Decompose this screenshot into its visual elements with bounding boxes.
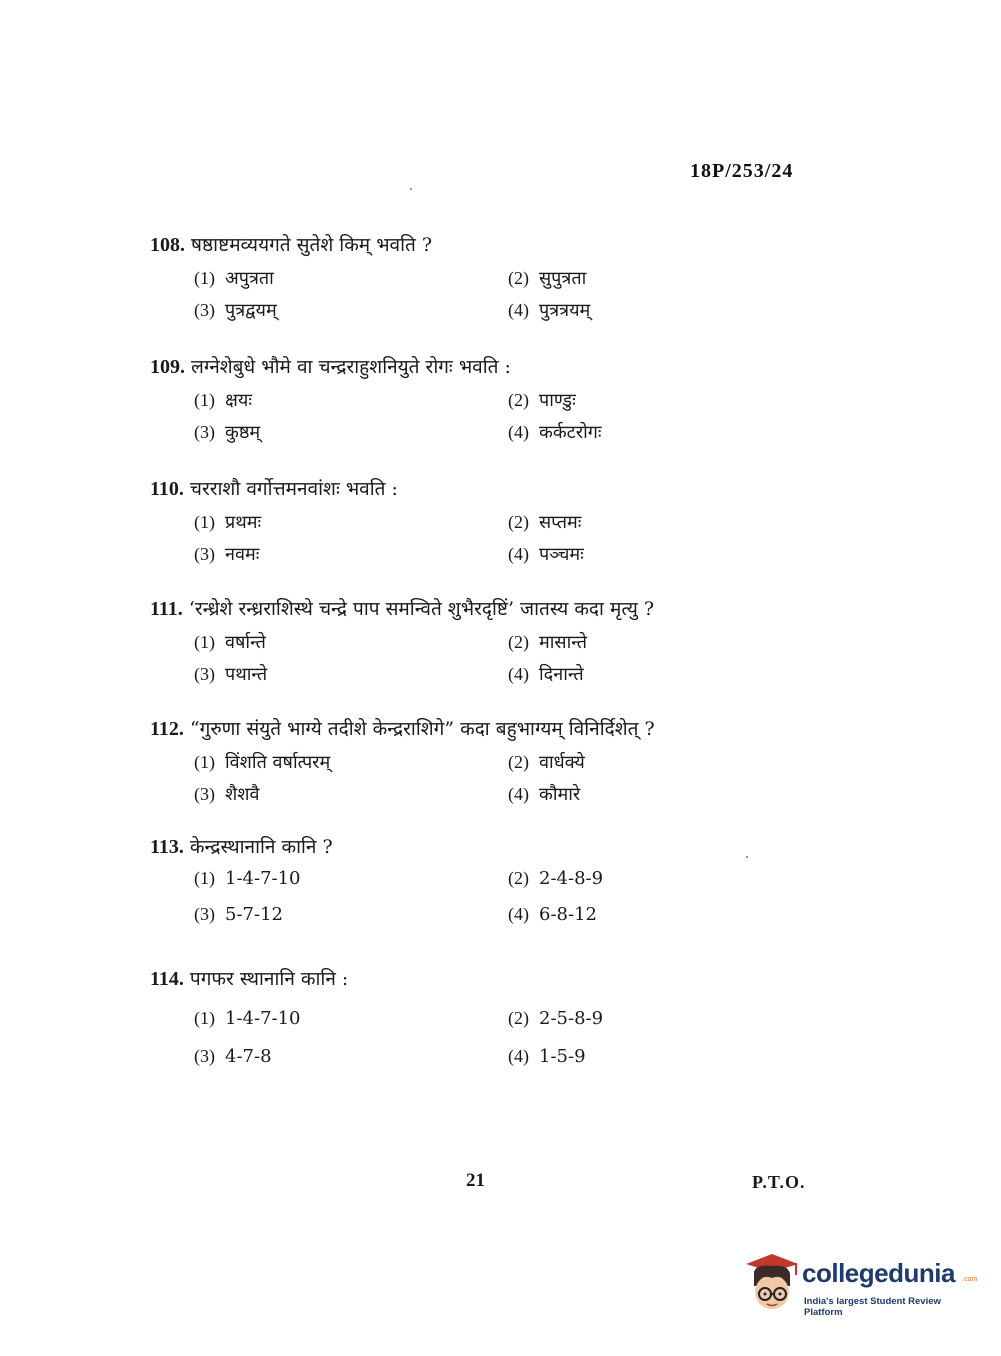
question-109: [150, 354, 800, 450]
question-number: 110.: [150, 478, 184, 500]
option-3: (3) पुत्रद्वयम्: [194, 300, 277, 321]
paper-code: 18P/253/24: [690, 160, 794, 182]
option-1: (1) 1-4-7-10: [194, 1008, 301, 1029]
option-3: (3) कुष्ठम्: [194, 422, 261, 443]
collegedunia-watermark: [742, 1250, 982, 1320]
question-114: [150, 966, 800, 1067]
question-113: [150, 834, 800, 930]
brand-suffix: .com: [962, 1276, 978, 1283]
option-1: (1) वर्षान्ते: [194, 632, 266, 653]
question-112: [150, 716, 800, 812]
option-2: (2) वार्धक्ये: [508, 752, 585, 773]
question-text: “गुरुणा संयुते भाग्ये तदीशे केन्द्रराशिगे” कदा बहुभाग्यम् विनिर्दिशेत् ?: [189, 718, 655, 740]
options: [150, 860, 800, 930]
question-text: केन्द्रस्थानानि कानि ?: [189, 836, 333, 858]
question-number: 108.: [150, 234, 185, 256]
question-number: 111.: [150, 598, 183, 620]
option-4: (4) पञ्चमः: [508, 544, 584, 565]
option-2: (2) 2-5-8-9: [508, 1008, 604, 1029]
option-1: (1) प्रथमः: [194, 512, 262, 533]
student-mascot-icon: [742, 1250, 802, 1314]
pto-label: P.T.O.: [752, 1172, 806, 1192]
question-number: 109.: [150, 356, 185, 378]
options: [150, 258, 800, 328]
option-4: (4) पुत्रत्रयम्: [508, 300, 591, 321]
options: [150, 742, 800, 812]
question-108: [150, 232, 800, 328]
question-number: 113.: [150, 836, 184, 858]
question-110: [150, 476, 800, 572]
question-text: ‘रन्ध्रेशे रन्ध्रराशिस्थे चन्द्रे पाप समन्विते शुभैरदृष्टिं’ जातस्य कदा मृत्यु ?: [188, 598, 655, 620]
option-4: (4) 1-5-9: [508, 1046, 586, 1067]
brand-tagline: India's largest Student Review Platform: [804, 1296, 941, 1318]
brand-name: collegedunia: [802, 1258, 955, 1288]
option-2: (2) सुपुत्रता: [508, 268, 587, 289]
option-3: (3) पथान्ते: [194, 664, 268, 685]
question-text: चरराशौ वर्गोत्तमनवांशः भवति :: [189, 478, 398, 500]
option-4: (4) कर्कटरोगः: [508, 422, 602, 443]
options: [150, 622, 800, 692]
page-number: 21: [466, 1170, 485, 1191]
question-text: पगफर स्थानानि कानि :: [189, 968, 349, 990]
option-3: (3) नवमः: [194, 544, 260, 565]
option-1: (1) क्षयः: [194, 390, 252, 411]
option-1: (1) अपुत्रता: [194, 268, 274, 289]
option-1: (1) 1-4-7-10: [194, 868, 301, 889]
question-text: लग्नेशेबुधे भौमे वा चन्द्रराहुशनियुते रोगः भवति :: [191, 356, 511, 378]
question-number: 112.: [150, 718, 184, 740]
question-text: षष्ठाष्टमव्ययगते सुतेशे किम् भवति ?: [191, 234, 433, 256]
option-3: (3) शैशवै: [194, 784, 260, 805]
option-2: (2) 2-4-8-9: [508, 868, 604, 889]
options: [150, 992, 800, 1067]
options: [150, 380, 800, 450]
option-4: (4) कौमारे: [508, 784, 581, 805]
option-2: (2) सप्तमः: [508, 512, 582, 533]
scan-speck: [410, 188, 412, 190]
question-111: [150, 596, 800, 692]
question-number: 114.: [150, 968, 184, 990]
option-2: (2) पाण्डुः: [508, 390, 576, 411]
options: [150, 502, 800, 572]
option-4: (4) दिनान्ते: [508, 664, 584, 685]
option-3: (3) 4-7-8: [194, 1046, 272, 1067]
option-4: (4) 6-8-12: [508, 904, 597, 925]
option-3: (3) 5-7-12: [194, 904, 283, 925]
option-2: (2) मासान्ते: [508, 632, 588, 653]
option-1: (1) विंशति वर्षात्परम्: [194, 752, 331, 773]
